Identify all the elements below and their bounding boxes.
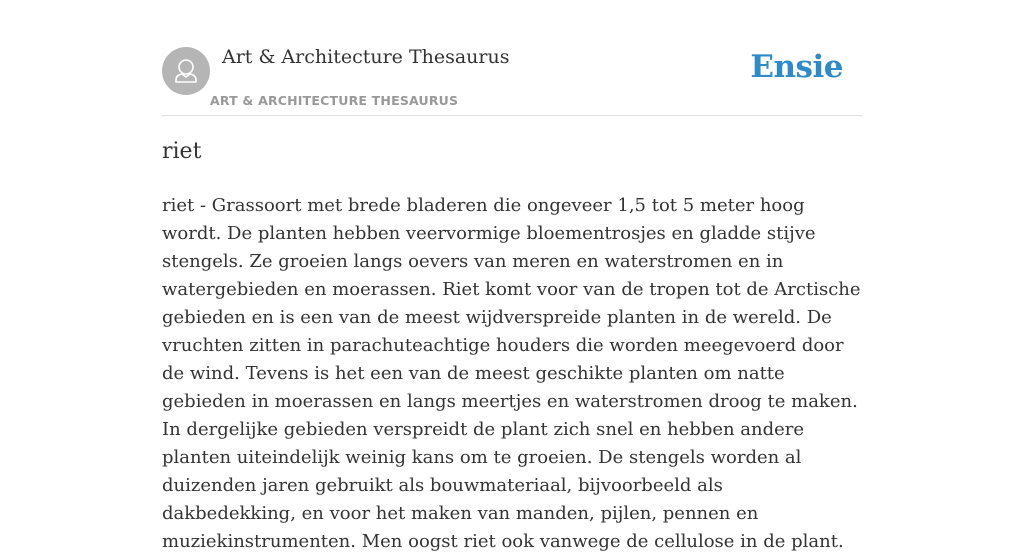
source-title[interactable]: Art & Architecture Thesaurus — [222, 46, 510, 68]
page — [162, 0, 862, 552]
entry-header — [162, 0, 862, 116]
avatar[interactable] — [162, 47, 210, 95]
entry-title: riet — [162, 139, 202, 164]
user-icon — [162, 47, 210, 95]
source-subtitle[interactable]: ART & ARCHITECTURE THESAURUS — [210, 93, 459, 108]
ensie-logo[interactable]: Ensie — [750, 49, 843, 85]
entry-body: riet - Grassoort met brede bladeren die ongeveer 1,5 tot 5 meter hoog wordt. De planten hebben veervormige bloementrosjes en gladde stijve stengels. Ze groeien langs oevers van meren en waterstromen en in watergebieden en moerassen. Riet komt voor van de tropen tot de Arctische gebieden en is een van de meest wijdverspreide planten in de wereld. De vruchten zitten in parachuteachtige houders die worden meegevoerd door de wind. Tevens is het een van de meest geschikte planten om natte gebieden in moerassen en langs meertjes en waterstromen droog te maken. In dergelijke gebieden verspreidt de plant zich snel en hebben andere planten uiteindelijk weinig kans om te groeien. De stengels worden al duizenden jaren gebruikt als bouwmateriaal, bijvoorbeeld als dakbedekking, en voor het maken van manden, pijlen, pennen en muziekinstrumenten. Men oogst riet ook vanwege de cellulose in de plant. — [162, 195, 861, 552]
